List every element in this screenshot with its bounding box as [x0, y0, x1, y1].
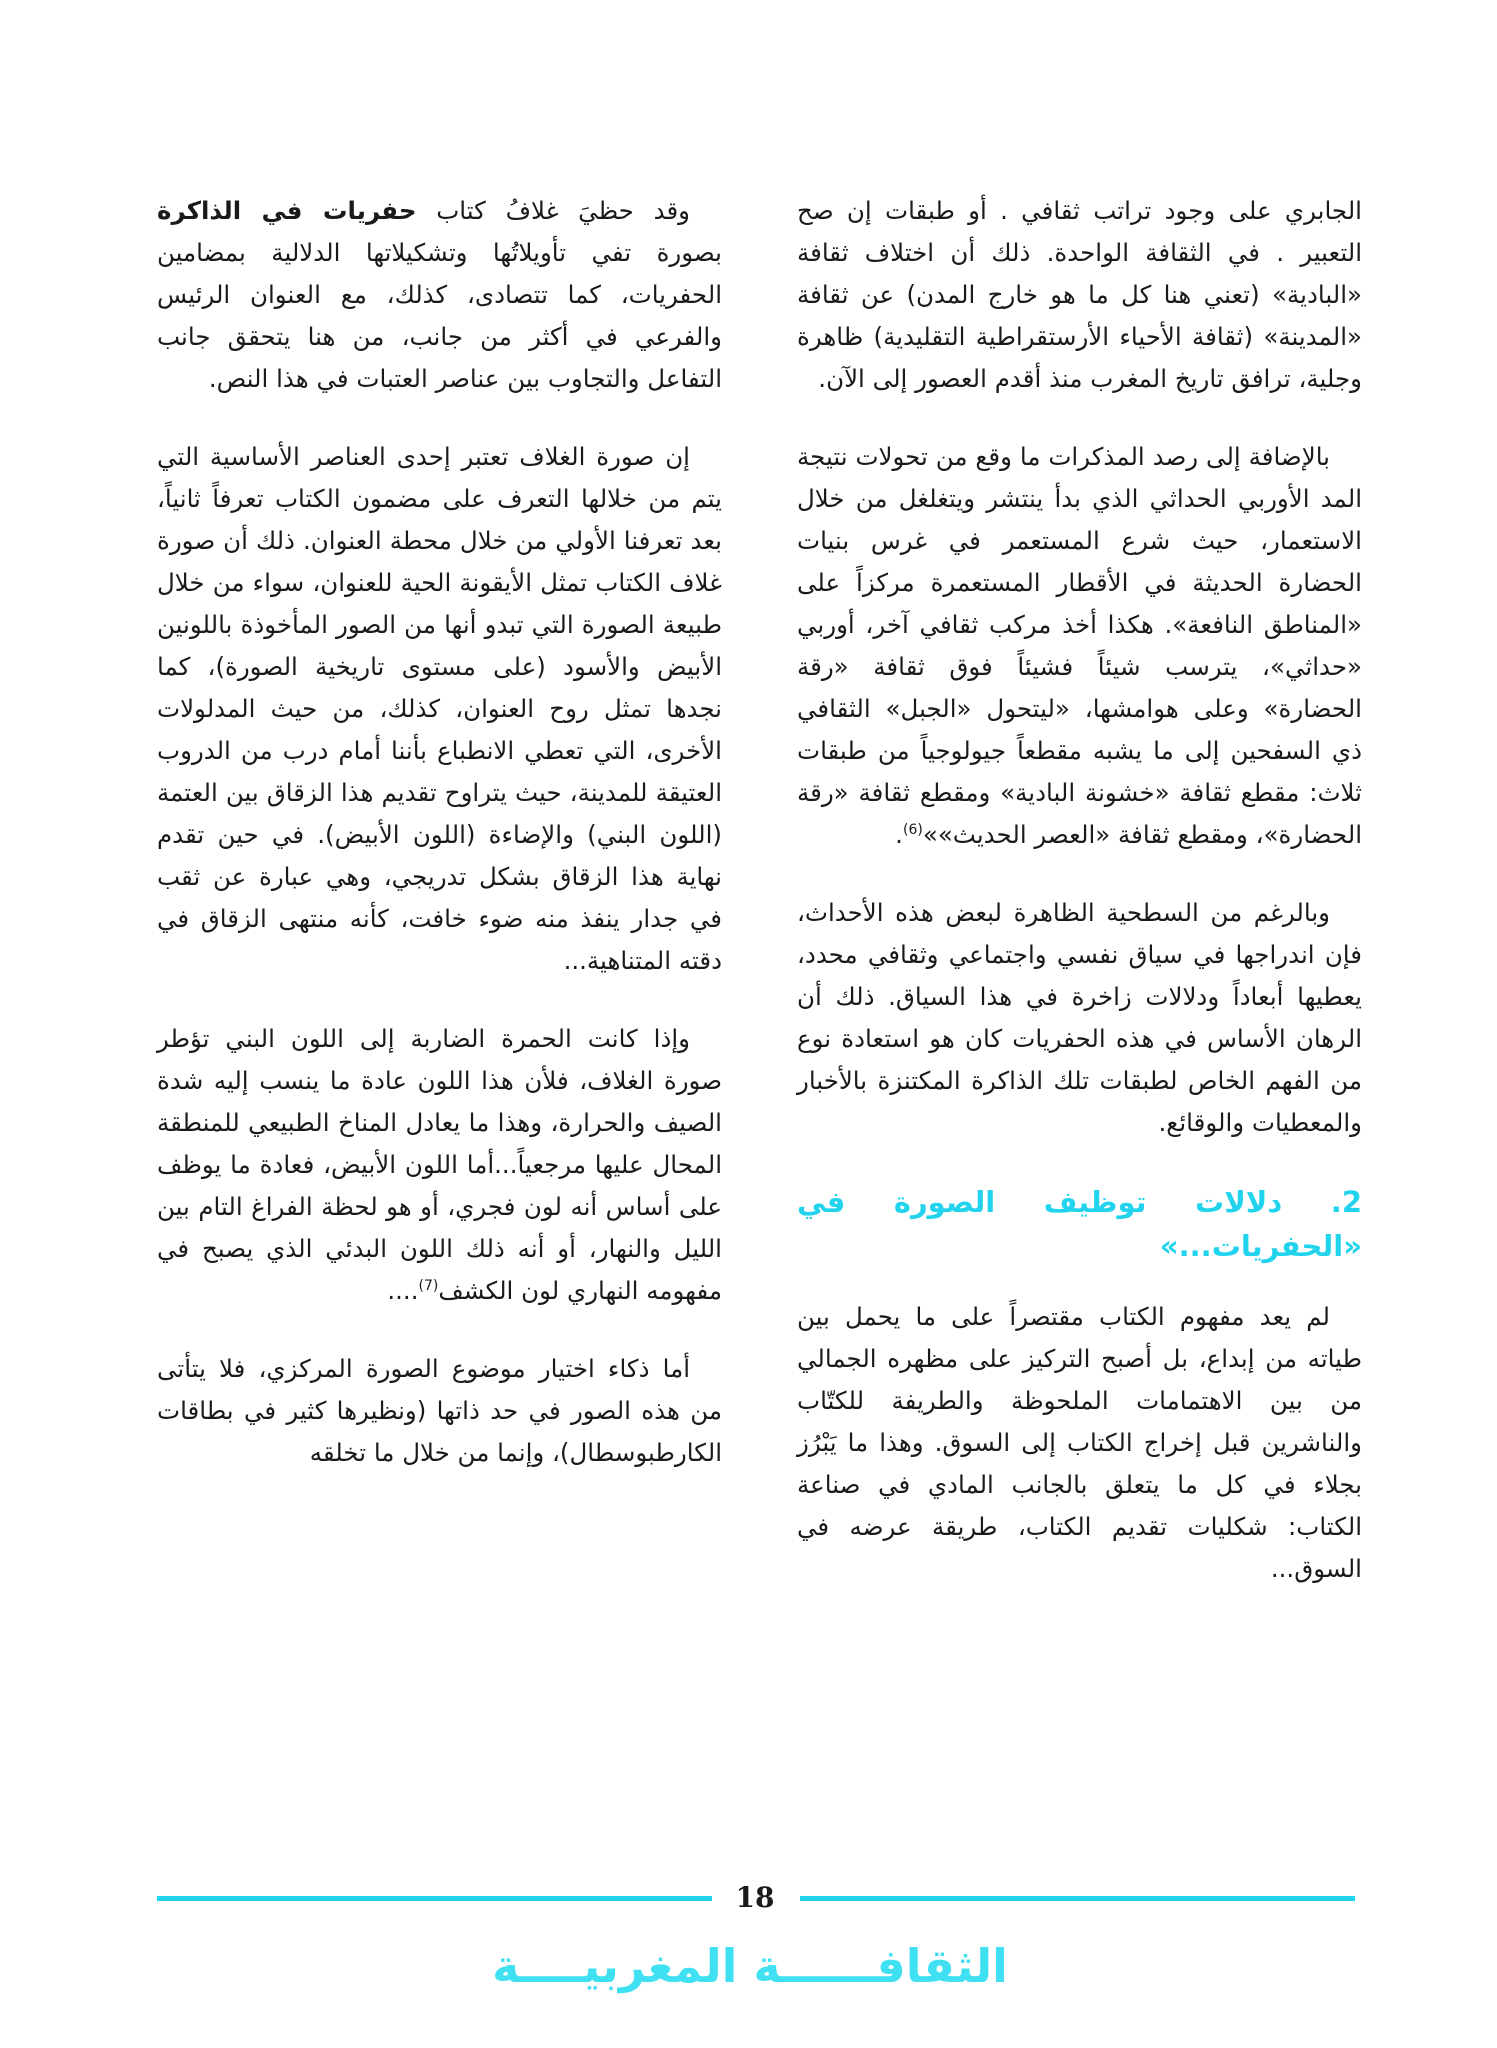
- footer-rule-left: [157, 1896, 712, 1901]
- paragraph-end: ....: [387, 1276, 419, 1305]
- paragraph-end: .: [895, 820, 903, 849]
- section-heading: 2. دلالات توظيف الصورة في «الحفريات...»: [797, 1185, 1362, 1263]
- right-column: [797, 190, 1362, 1590]
- footer-rule-right: [800, 1896, 1355, 1901]
- paragraph-text: وقد حظيَ غلافُ كتاب: [416, 196, 690, 225]
- paragraph: الجابري على وجود تراتب ثقافي . أو طبقات إن صح التعبير . في الثقافة الواحدة. ذلك أن اختلاف ثقافة «البادية» (تعني هنا كل ما هو خارج المدن) عن ثقافة «المدينة» (ثقافة الأحياء الأرستقراطية التقليدية) ظاهرة وجلية، ترافق تاريخ المغرب منذ أقدم العصور إلى الآن.: [797, 196, 1362, 393]
- paragraph: وبالرغم من السطحية الظاهرة لبعض هذه الأحداث، فإن اندراجها في سياق نفسي واجتماعي وثقافي محدد، يعطيها أبعاداً ودلالات زاخرة في هذا السياق. ذلك أن الرهان الأساس في هذه الحفريات كان هو استعادة نوع من الفهم الخاص لطبقات تلك الذاكرة المكتنزة بالأخبار والمعطيات والوقائع.: [797, 898, 1362, 1137]
- footnote-marker: (7): [418, 1277, 439, 1294]
- paragraph: لم يعد مفهوم الكتاب مقتصراً على ما يحمل بين طياته من إبداع، بل أصبح التركيز على مظهره الجمالي من بين الاهتمامات الملحوظة والطريفة للكتّاب والناشرين قبل إخراج الكتاب إلى السوق. وهذا ما يَبْرُز بجلاء في كل ما يتعلق بالجانب المادي في صناعة الكتاب: شكليات تقديم الكتاب، طريقة عرضه في السوق...: [797, 1302, 1362, 1583]
- paragraph-text: وإذا كانت الحمرة الضاربة إلى اللون البني تؤطر صورة الغلاف، فلأن هذا اللون عادة ما ينسب إليه شدة الصيف والحرارة، وهذا ما يعادل المناخ الطبيعي للمنطقة المحال عليها مرجعياً...أما اللون الأبيض، فعادة ما يوظف على أساس أنه لون فجري، أو هو لحظة الفراغ التام بين الليل والنهار، أو أنه ذلك اللون البدئي الذي يصبح في مفهومه النهاري لون الكشف: [157, 1024, 722, 1305]
- book-title: حفريات في الذاكرة: [157, 196, 417, 225]
- paragraph-text: بصورة تفي تأويلاتُها وتشكيلاتها الدلالية بمضامين الحفريات، كما تتصادى، كذلك، مع العنوان الرئيس والفرعي في أكثر من جانب، من هنا يتحقق جانب التفاعل والتجاوب بين عناصر العتبات في هذا النص.: [157, 238, 722, 393]
- paragraph: [157, 1018, 722, 1312]
- paragraph: أما ذكاء اختيار موضوع الصورة المركزي، فلا يتأتى من هذه الصور في حد ذاتها (ونظيرها كثير في بطاقات الكارطبوسطال)، وإنما من خلال ما تخلقه: [157, 1354, 722, 1467]
- paragraph-text: بالإضافة إلى رصد المذكرات ما وقع من تحولات نتيجة المد الأوربي الحداثي الذي بدأ ينتشر ويتغلغل من خلال الاستعمار، حيث شرع المستعمر في غرس بنيات الحضارة الحديثة في الأقطار المستعمرة مركزاً على «المناطق النافعة». هكذا أخذ مركب ثقافي آخر، أوربي «حداثي»، يترسب شيئاً فشيئاً فوق ثقافة «رقة الحضارة» وعلى هوامشها، «ليتحول «الجبل» الثقافي ذي السفحين إلى ما يشبه مقطعاً جيولوجياً من طبقات ثلاث: مقطع ثقافة «خشونة البادية» ومقطع ثقافة «رقة الحضارة»، ومقطع ثقافة «العصر الحديث»»: [797, 442, 1362, 849]
- paragraph: إن صورة الغلاف تعتبر إحدى العناصر الأساسية التي يتم من خلالها التعرف على مضمون الكتاب تعرفاً ثانياً، بعد تعرفنا الأولي من خلال محطة العنوان. ذلك أن صورة غلاف الكتاب تمثل الأيقونة الحية للعنوان، سواء من خلال طبيعة الصورة التي تبدو أنها من الصور المأخوذة باللونين الأبيض والأسود (على مستوى تاريخية الصورة)، كما نجدها تمثل روح العنوان، كذلك، من حيث المدلولات الأخرى، التي تعطي الانطباع بأننا أمام درب من الدروب العتيقة للمدينة، حيث يتراوح تقديم هذا الزقاق بين العتمة (اللون البني) والإضاءة (اللون الأبيض). في حين تقدم نهاية هذا الزقاق بشكل تدريجي، وهي عبارة عن ثقب في جدار ينفذ منه ضوء خافت، كأنه منتهى الزقاق في دقته المتناهية...: [157, 442, 722, 975]
- footnote-marker: (6): [902, 821, 923, 838]
- paragraph: [157, 190, 722, 400]
- left-column: [157, 190, 722, 1474]
- paragraph: [797, 436, 1362, 856]
- page-number: 18: [735, 1881, 775, 1914]
- magazine-title: الثقافــــــة المغربيــــة: [492, 1939, 1008, 1993]
